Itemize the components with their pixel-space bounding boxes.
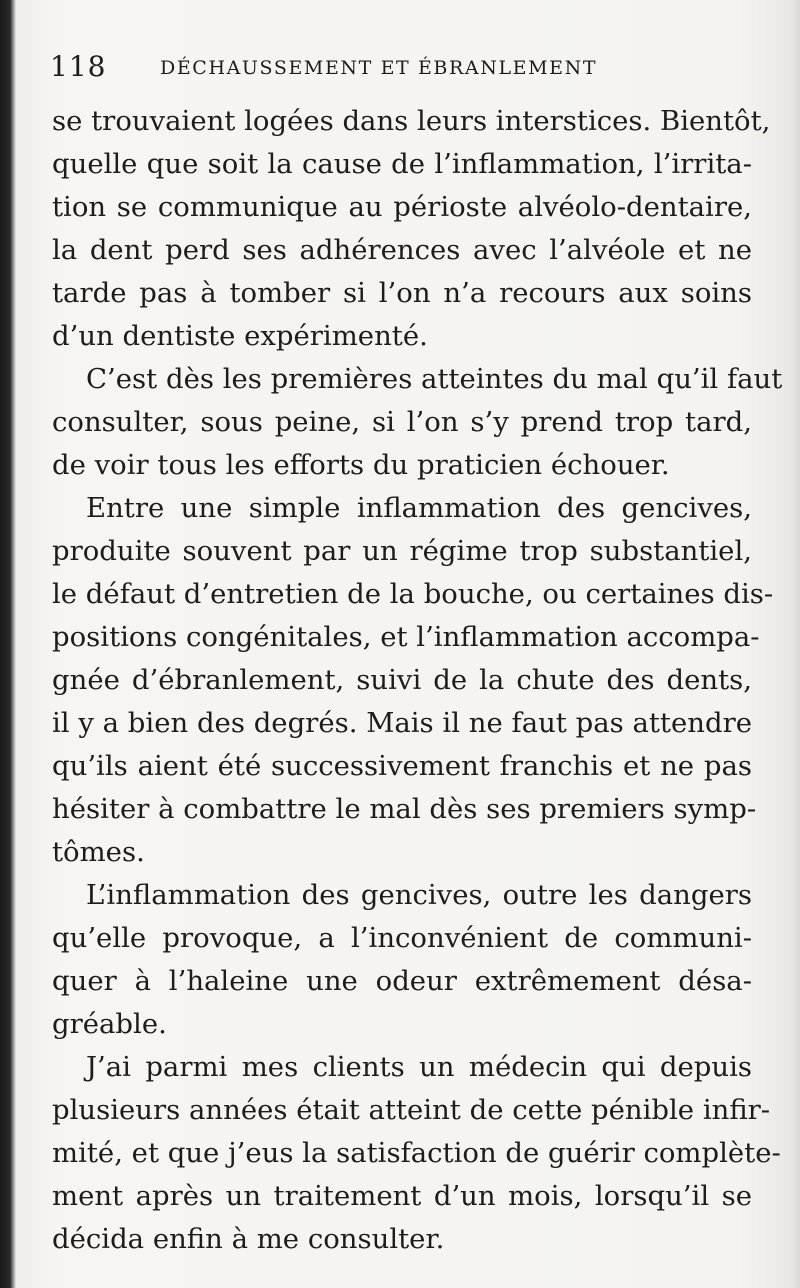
text-line: J’ai parmi mes clients un médecin qui depuis	[86, 1051, 752, 1083]
page-number: 118	[50, 50, 107, 83]
running-head: DÉCHAUSSEMENT ET ÉBRANLEMENT	[160, 57, 598, 79]
text-line: quer à l’haleine une odeur extrêmement désa-	[52, 965, 752, 997]
text-line: qu’ils aient été successivement franchis et ne pas	[52, 750, 752, 782]
text-line: plusieurs années était atteint de cette pénible infir-	[52, 1094, 771, 1126]
text-line: C’est dès les premières atteintes du mal qu’il faut	[86, 363, 783, 395]
text-line: ment après un traitement d’un mois, lorsqu’il se	[52, 1180, 752, 1212]
text-line: tion se communique au périoste alvéolo-dentaire,	[52, 191, 752, 223]
body-text	[52, 100, 783, 1261]
text-line: d’un dentiste expérimenté.	[52, 320, 428, 352]
text-line: la dent perd ses adhérences avec l’alvéole et ne	[52, 234, 752, 266]
text-line: décida enfin à me consulter.	[52, 1223, 445, 1255]
text-line: gnée d’ébranlement, suivi de la chute des dents,	[52, 664, 752, 696]
text-line: qu’elle provoque, a l’inconvénient de communi-	[52, 922, 752, 954]
text-line: produite souvent par un régime trop substantiel,	[52, 535, 752, 567]
text-line: se trouvaient logées dans leurs interstices. Bientôt,	[52, 105, 771, 137]
text-line: de voir tous les efforts du praticien échouer.	[52, 449, 670, 481]
text-line: tômes.	[52, 836, 145, 868]
page-header	[50, 50, 750, 90]
text-line: Entre une simple inflammation des gencives,	[86, 492, 752, 524]
text-line: quelle que soit la cause de l’inflammation, l’irrita-	[52, 148, 752, 180]
text-line: hésiter à combattre le mal dès ses premiers symp-	[52, 793, 757, 825]
text-line: le défaut d’entretien de la bouche, ou certaines dis-	[52, 578, 774, 610]
text-line: L’inflammation des gencives, outre les dangers	[86, 879, 752, 911]
text-line: mité, et que j’eus la satisfaction de guérir complète-	[52, 1137, 781, 1169]
text-line: il y a bien des degrés. Mais il ne faut pas attendre	[52, 707, 752, 739]
text-line: gréable.	[52, 1008, 167, 1040]
text-line: consulter, sous peine, si l’on s’y prend trop tard,	[52, 406, 752, 438]
text-line: tarde pas à tomber si l’on n’a recours aux soins	[52, 277, 752, 309]
text-line: positions congénitales, et l’inflammation accompa-	[52, 621, 760, 653]
